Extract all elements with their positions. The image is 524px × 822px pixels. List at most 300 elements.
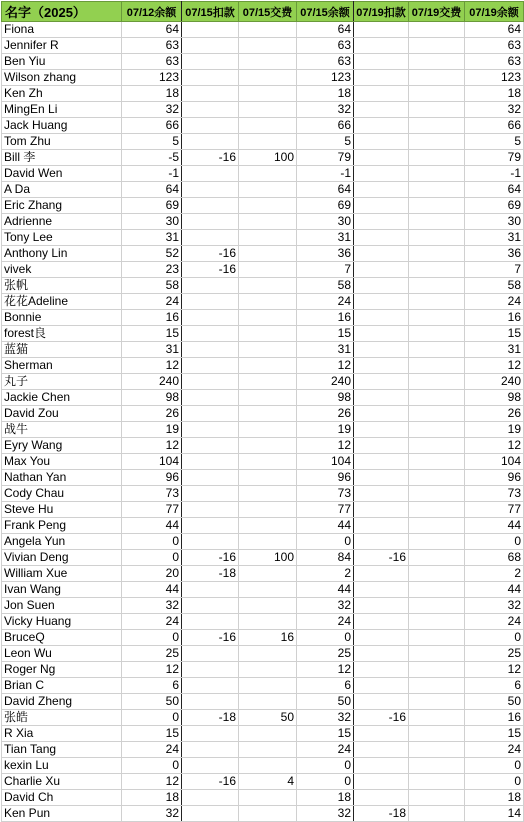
cell-0719-balance[interactable]: 64: [465, 182, 524, 198]
cell-0719-balance[interactable]: 50: [465, 694, 524, 710]
cell-0715-deduction[interactable]: -16: [182, 774, 239, 790]
cell-0715-deduction[interactable]: [182, 806, 239, 822]
cell-0715-balance[interactable]: 32: [297, 102, 354, 118]
cell-0715-payment[interactable]: [239, 566, 297, 582]
cell-0719-balance[interactable]: 64: [465, 22, 524, 38]
cell-0715-payment[interactable]: [239, 102, 297, 118]
cell-name[interactable]: Frank Peng: [2, 518, 122, 534]
cell-0719-deduction[interactable]: [354, 614, 409, 630]
cell-0712-balance[interactable]: -1: [122, 166, 182, 182]
cell-0712-balance[interactable]: 18: [122, 86, 182, 102]
cell-0719-payment[interactable]: [409, 390, 465, 406]
cell-0715-balance[interactable]: 73: [297, 486, 354, 502]
cell-0715-payment[interactable]: 50: [239, 710, 297, 726]
cell-0719-payment[interactable]: [409, 502, 465, 518]
cell-0715-deduction[interactable]: [182, 134, 239, 150]
cell-0715-payment[interactable]: [239, 454, 297, 470]
cell-0715-balance[interactable]: 6: [297, 678, 354, 694]
cell-0715-balance[interactable]: 0: [297, 630, 354, 646]
cell-0719-deduction[interactable]: [354, 310, 409, 326]
cell-0712-balance[interactable]: 32: [122, 806, 182, 822]
cell-0712-balance[interactable]: 19: [122, 422, 182, 438]
cell-0719-deduction[interactable]: [354, 662, 409, 678]
cell-0719-payment[interactable]: [409, 470, 465, 486]
cell-0715-balance[interactable]: 25: [297, 646, 354, 662]
cell-0715-balance[interactable]: 96: [297, 470, 354, 486]
cell-0715-deduction[interactable]: [182, 278, 239, 294]
cell-0715-balance[interactable]: 12: [297, 358, 354, 374]
cell-0719-balance[interactable]: 0: [465, 630, 524, 646]
cell-0715-deduction[interactable]: [182, 342, 239, 358]
cell-0715-balance[interactable]: 77: [297, 502, 354, 518]
cell-0715-payment[interactable]: [239, 166, 297, 182]
cell-0719-balance[interactable]: 0: [465, 534, 524, 550]
cell-0715-balance[interactable]: 66: [297, 118, 354, 134]
cell-0719-payment[interactable]: [409, 230, 465, 246]
cell-0715-deduction[interactable]: [182, 422, 239, 438]
cell-0715-payment[interactable]: [239, 470, 297, 486]
cell-0712-balance[interactable]: 69: [122, 198, 182, 214]
cell-name[interactable]: 战牛: [2, 422, 122, 438]
cell-0715-balance[interactable]: 98: [297, 390, 354, 406]
cell-0719-payment[interactable]: [409, 358, 465, 374]
cell-0712-balance[interactable]: 50: [122, 694, 182, 710]
cell-0715-deduction[interactable]: -16: [182, 246, 239, 262]
cell-0719-deduction[interactable]: [354, 278, 409, 294]
cell-0719-payment[interactable]: [409, 694, 465, 710]
cell-0719-deduction[interactable]: [354, 54, 409, 70]
cell-name[interactable]: Steve Hu: [2, 502, 122, 518]
cell-0719-deduction[interactable]: [354, 342, 409, 358]
cell-0719-balance[interactable]: 31: [465, 342, 524, 358]
cell-0719-payment[interactable]: [409, 630, 465, 646]
cell-0715-deduction[interactable]: [182, 454, 239, 470]
cell-0719-payment[interactable]: [409, 566, 465, 582]
cell-name[interactable]: Wilson zhang: [2, 70, 122, 86]
cell-0715-deduction[interactable]: [182, 678, 239, 694]
cell-name[interactable]: A Da: [2, 182, 122, 198]
cell-0712-balance[interactable]: 63: [122, 38, 182, 54]
cell-0719-deduction[interactable]: [354, 230, 409, 246]
cell-0719-deduction[interactable]: [354, 198, 409, 214]
cell-0719-balance[interactable]: 15: [465, 326, 524, 342]
cell-name[interactable]: David Zou: [2, 406, 122, 422]
cell-0712-balance[interactable]: 73: [122, 486, 182, 502]
cell-0719-deduction[interactable]: [354, 70, 409, 86]
cell-0715-deduction[interactable]: [182, 166, 239, 182]
cell-0719-balance[interactable]: 12: [465, 438, 524, 454]
cell-0715-payment[interactable]: [239, 262, 297, 278]
cell-name[interactable]: 花花Adeline: [2, 294, 122, 310]
cell-0715-deduction[interactable]: -16: [182, 150, 239, 166]
cell-0719-payment[interactable]: [409, 806, 465, 822]
cell-0719-balance[interactable]: 26: [465, 406, 524, 422]
cell-0715-payment[interactable]: [239, 678, 297, 694]
cell-0715-balance[interactable]: 16: [297, 310, 354, 326]
cell-0719-payment[interactable]: [409, 438, 465, 454]
cell-0719-deduction[interactable]: -16: [354, 550, 409, 566]
cell-0719-payment[interactable]: [409, 582, 465, 598]
cell-name[interactable]: Anthony Lin: [2, 246, 122, 262]
cell-0715-deduction[interactable]: [182, 406, 239, 422]
cell-0719-balance[interactable]: 0: [465, 774, 524, 790]
cell-0719-balance[interactable]: 18: [465, 790, 524, 806]
cell-0715-deduction[interactable]: [182, 22, 239, 38]
cell-0715-deduction[interactable]: [182, 294, 239, 310]
cell-0719-balance[interactable]: 5: [465, 134, 524, 150]
cell-0715-deduction[interactable]: [182, 470, 239, 486]
cell-0719-balance[interactable]: 25: [465, 646, 524, 662]
cell-0715-payment[interactable]: [239, 694, 297, 710]
cell-name[interactable]: Nathan Yan: [2, 470, 122, 486]
cell-0715-balance[interactable]: 64: [297, 22, 354, 38]
cell-0719-balance[interactable]: 240: [465, 374, 524, 390]
cell-0719-payment[interactable]: [409, 374, 465, 390]
cell-0719-payment[interactable]: [409, 534, 465, 550]
cell-0715-payment[interactable]: [239, 486, 297, 502]
cell-0719-deduction[interactable]: [354, 406, 409, 422]
cell-0715-balance[interactable]: 63: [297, 54, 354, 70]
cell-0719-balance[interactable]: 68: [465, 550, 524, 566]
cell-0719-balance[interactable]: 58: [465, 278, 524, 294]
cell-0715-payment[interactable]: [239, 214, 297, 230]
cell-0712-balance[interactable]: 15: [122, 726, 182, 742]
cell-0719-payment[interactable]: [409, 262, 465, 278]
cell-0719-deduction[interactable]: [354, 646, 409, 662]
cell-name[interactable]: Eyry Wang: [2, 438, 122, 454]
cell-0715-balance[interactable]: 50: [297, 694, 354, 710]
cell-0719-deduction[interactable]: [354, 694, 409, 710]
cell-name[interactable]: 张皓: [2, 710, 122, 726]
cell-0712-balance[interactable]: 12: [122, 774, 182, 790]
cell-0715-payment[interactable]: [239, 518, 297, 534]
cell-0719-balance[interactable]: 16: [465, 310, 524, 326]
cell-0715-balance[interactable]: 30: [297, 214, 354, 230]
cell-0719-balance[interactable]: 63: [465, 54, 524, 70]
cell-0715-balance[interactable]: -1: [297, 166, 354, 182]
cell-0712-balance[interactable]: 240: [122, 374, 182, 390]
cell-0719-payment[interactable]: [409, 38, 465, 54]
cell-0715-payment[interactable]: [239, 198, 297, 214]
cell-0719-balance[interactable]: 69: [465, 198, 524, 214]
cell-0715-payment[interactable]: [239, 38, 297, 54]
cell-0719-payment[interactable]: [409, 166, 465, 182]
cell-0719-deduction[interactable]: [354, 422, 409, 438]
cell-0715-deduction[interactable]: [182, 230, 239, 246]
cell-0719-deduction[interactable]: [354, 486, 409, 502]
cell-0712-balance[interactable]: 64: [122, 22, 182, 38]
cell-0715-balance[interactable]: 32: [297, 710, 354, 726]
cell-0715-balance[interactable]: 18: [297, 790, 354, 806]
cell-0719-deduction[interactable]: [354, 262, 409, 278]
cell-0715-payment[interactable]: [239, 422, 297, 438]
cell-0715-deduction[interactable]: [182, 102, 239, 118]
cell-0712-balance[interactable]: 16: [122, 310, 182, 326]
cell-0712-balance[interactable]: 24: [122, 294, 182, 310]
cell-0719-deduction[interactable]: [354, 774, 409, 790]
cell-0715-payment[interactable]: [239, 790, 297, 806]
cell-0715-payment[interactable]: [239, 438, 297, 454]
header-0715-payment[interactable]: 07/15交费: [239, 2, 297, 22]
cell-0715-deduction[interactable]: [182, 54, 239, 70]
cell-0719-deduction[interactable]: [354, 726, 409, 742]
cell-0719-payment[interactable]: [409, 278, 465, 294]
cell-0715-payment[interactable]: [239, 406, 297, 422]
cell-0712-balance[interactable]: 30: [122, 214, 182, 230]
cell-0719-deduction[interactable]: [354, 582, 409, 598]
cell-0715-payment[interactable]: [239, 342, 297, 358]
cell-0715-deduction[interactable]: [182, 38, 239, 54]
cell-0715-payment[interactable]: [239, 70, 297, 86]
cell-0715-balance[interactable]: 69: [297, 198, 354, 214]
cell-0715-payment[interactable]: [239, 182, 297, 198]
cell-0712-balance[interactable]: 0: [122, 758, 182, 774]
cell-0715-balance[interactable]: 44: [297, 582, 354, 598]
cell-name[interactable]: 蓝猫: [2, 342, 122, 358]
cell-0715-deduction[interactable]: -16: [182, 550, 239, 566]
cell-0719-balance[interactable]: 44: [465, 582, 524, 598]
cell-0712-balance[interactable]: 123: [122, 70, 182, 86]
cell-0715-payment[interactable]: [239, 758, 297, 774]
cell-0715-payment[interactable]: [239, 358, 297, 374]
cell-name[interactable]: Tony Lee: [2, 230, 122, 246]
cell-name[interactable]: Max You: [2, 454, 122, 470]
cell-0719-deduction[interactable]: [354, 118, 409, 134]
cell-0715-payment[interactable]: [239, 54, 297, 70]
cell-0719-deduction[interactable]: [354, 38, 409, 54]
cell-0715-balance[interactable]: 24: [297, 294, 354, 310]
cell-name[interactable]: William Xue: [2, 566, 122, 582]
cell-0715-deduction[interactable]: -18: [182, 566, 239, 582]
cell-0712-balance[interactable]: 0: [122, 534, 182, 550]
cell-0715-deduction[interactable]: [182, 390, 239, 406]
cell-0715-balance[interactable]: 104: [297, 454, 354, 470]
cell-0719-payment[interactable]: [409, 198, 465, 214]
cell-0719-payment[interactable]: [409, 326, 465, 342]
cell-name[interactable]: Adrienne: [2, 214, 122, 230]
cell-0719-deduction[interactable]: [354, 502, 409, 518]
cell-0715-balance[interactable]: 58: [297, 278, 354, 294]
header-0715-balance[interactable]: 07/15余额: [297, 2, 354, 22]
cell-0719-payment[interactable]: [409, 118, 465, 134]
cell-name[interactable]: vivek: [2, 262, 122, 278]
cell-0719-deduction[interactable]: [354, 390, 409, 406]
cell-0719-balance[interactable]: 16: [465, 710, 524, 726]
cell-0715-balance[interactable]: 12: [297, 438, 354, 454]
cell-0719-deduction[interactable]: [354, 374, 409, 390]
cell-0715-payment[interactable]: [239, 598, 297, 614]
cell-0719-balance[interactable]: 96: [465, 470, 524, 486]
cell-name[interactable]: Fiona: [2, 22, 122, 38]
cell-name[interactable]: Jon Suen: [2, 598, 122, 614]
cell-0715-balance[interactable]: 15: [297, 726, 354, 742]
cell-0715-balance[interactable]: 64: [297, 182, 354, 198]
cell-0715-deduction[interactable]: [182, 518, 239, 534]
cell-name[interactable]: Ken Pun: [2, 806, 122, 822]
cell-0719-balance[interactable]: 12: [465, 358, 524, 374]
cell-0719-payment[interactable]: [409, 790, 465, 806]
cell-0715-deduction[interactable]: [182, 438, 239, 454]
cell-0712-balance[interactable]: 18: [122, 790, 182, 806]
cell-0719-payment[interactable]: [409, 486, 465, 502]
cell-0719-payment[interactable]: [409, 614, 465, 630]
cell-0719-deduction[interactable]: [354, 470, 409, 486]
cell-0715-deduction[interactable]: [182, 502, 239, 518]
cell-0715-deduction[interactable]: [182, 614, 239, 630]
cell-0712-balance[interactable]: 98: [122, 390, 182, 406]
cell-0715-balance[interactable]: 84: [297, 550, 354, 566]
cell-name[interactable]: Sherman: [2, 358, 122, 374]
cell-name[interactable]: Ben Yiu: [2, 54, 122, 70]
cell-name[interactable]: Vivian Deng: [2, 550, 122, 566]
cell-0719-balance[interactable]: 14: [465, 806, 524, 822]
cell-0715-deduction[interactable]: [182, 214, 239, 230]
cell-name[interactable]: Charlie Xu: [2, 774, 122, 790]
cell-0712-balance[interactable]: 77: [122, 502, 182, 518]
cell-0715-balance[interactable]: 32: [297, 806, 354, 822]
cell-0719-balance[interactable]: 7: [465, 262, 524, 278]
cell-0715-balance[interactable]: 44: [297, 518, 354, 534]
cell-0719-payment[interactable]: [409, 550, 465, 566]
cell-0719-balance[interactable]: 24: [465, 294, 524, 310]
cell-0715-deduction[interactable]: [182, 758, 239, 774]
cell-0719-payment[interactable]: [409, 102, 465, 118]
cell-0712-balance[interactable]: 104: [122, 454, 182, 470]
cell-0715-balance[interactable]: 19: [297, 422, 354, 438]
cell-0719-payment[interactable]: [409, 86, 465, 102]
cell-0719-deduction[interactable]: [354, 134, 409, 150]
cell-0715-deduction[interactable]: [182, 198, 239, 214]
cell-0712-balance[interactable]: 25: [122, 646, 182, 662]
cell-0719-deduction[interactable]: [354, 182, 409, 198]
cell-0715-payment[interactable]: 4: [239, 774, 297, 790]
cell-0719-payment[interactable]: [409, 294, 465, 310]
cell-0715-deduction[interactable]: [182, 310, 239, 326]
cell-0715-balance[interactable]: 123: [297, 70, 354, 86]
cell-0715-balance[interactable]: 24: [297, 742, 354, 758]
cell-0719-balance[interactable]: 104: [465, 454, 524, 470]
cell-name[interactable]: Cody Chau: [2, 486, 122, 502]
cell-0715-deduction[interactable]: [182, 374, 239, 390]
cell-0712-balance[interactable]: 6: [122, 678, 182, 694]
cell-0715-deduction[interactable]: [182, 534, 239, 550]
header-0719-balance[interactable]: 07/19余额: [465, 2, 524, 22]
cell-0719-balance[interactable]: 63: [465, 38, 524, 54]
cell-0719-balance[interactable]: 77: [465, 502, 524, 518]
cell-0715-balance[interactable]: 15: [297, 326, 354, 342]
cell-0715-balance[interactable]: 0: [297, 534, 354, 550]
cell-0719-payment[interactable]: [409, 70, 465, 86]
cell-0715-deduction[interactable]: [182, 358, 239, 374]
cell-0715-payment[interactable]: [239, 246, 297, 262]
cell-name[interactable]: Ken Zh: [2, 86, 122, 102]
cell-0719-payment[interactable]: [409, 742, 465, 758]
cell-0715-payment[interactable]: [239, 614, 297, 630]
cell-0715-payment[interactable]: [239, 646, 297, 662]
header-0712-balance[interactable]: 07/12余额: [122, 2, 182, 22]
cell-0715-balance[interactable]: 26: [297, 406, 354, 422]
cell-0715-deduction[interactable]: -16: [182, 262, 239, 278]
cell-0715-deduction[interactable]: [182, 790, 239, 806]
cell-0712-balance[interactable]: 26: [122, 406, 182, 422]
cell-name[interactable]: MingEn Li: [2, 102, 122, 118]
cell-0719-payment[interactable]: [409, 518, 465, 534]
cell-0715-deduction[interactable]: [182, 486, 239, 502]
cell-0715-payment[interactable]: [239, 22, 297, 38]
cell-0715-deduction[interactable]: [182, 694, 239, 710]
cell-0719-payment[interactable]: [409, 182, 465, 198]
cell-0712-balance[interactable]: 44: [122, 582, 182, 598]
cell-0719-deduction[interactable]: [354, 150, 409, 166]
cell-0715-payment[interactable]: [239, 726, 297, 742]
cell-0715-payment[interactable]: [239, 326, 297, 342]
cell-0719-deduction[interactable]: [354, 678, 409, 694]
cell-0719-deduction[interactable]: [354, 358, 409, 374]
cell-0719-balance[interactable]: 15: [465, 726, 524, 742]
cell-0715-payment[interactable]: [239, 390, 297, 406]
cell-0719-balance[interactable]: 0: [465, 758, 524, 774]
cell-0715-deduction[interactable]: [182, 662, 239, 678]
cell-name[interactable]: Jackie Chen: [2, 390, 122, 406]
cell-0719-payment[interactable]: [409, 134, 465, 150]
cell-0719-deduction[interactable]: [354, 22, 409, 38]
cell-name[interactable]: David Zheng: [2, 694, 122, 710]
cell-0719-balance[interactable]: 2: [465, 566, 524, 582]
cell-0719-deduction[interactable]: [354, 534, 409, 550]
cell-0719-payment[interactable]: [409, 774, 465, 790]
cell-0712-balance[interactable]: 12: [122, 438, 182, 454]
cell-0715-balance[interactable]: 0: [297, 758, 354, 774]
cell-name[interactable]: forest良: [2, 326, 122, 342]
cell-0715-payment[interactable]: [239, 310, 297, 326]
cell-0712-balance[interactable]: 66: [122, 118, 182, 134]
cell-0715-payment[interactable]: [239, 230, 297, 246]
cell-0715-payment[interactable]: [239, 582, 297, 598]
cell-0715-deduction[interactable]: [182, 726, 239, 742]
cell-0715-deduction[interactable]: [182, 598, 239, 614]
cell-0719-balance[interactable]: 12: [465, 662, 524, 678]
cell-0712-balance[interactable]: 52: [122, 246, 182, 262]
header-0715-deduction[interactable]: 07/15扣款: [182, 2, 239, 22]
cell-0715-deduction[interactable]: [182, 70, 239, 86]
cell-0719-payment[interactable]: [409, 22, 465, 38]
cell-0719-payment[interactable]: [409, 54, 465, 70]
cell-0719-deduction[interactable]: [354, 214, 409, 230]
cell-0719-deduction[interactable]: [354, 294, 409, 310]
cell-0719-payment[interactable]: [409, 678, 465, 694]
cell-0719-deduction[interactable]: [354, 518, 409, 534]
cell-name[interactable]: Bill 李: [2, 150, 122, 166]
cell-name[interactable]: David Ch: [2, 790, 122, 806]
cell-0719-balance[interactable]: 123: [465, 70, 524, 86]
cell-name[interactable]: Brian C: [2, 678, 122, 694]
cell-0712-balance[interactable]: 32: [122, 102, 182, 118]
cell-0712-balance[interactable]: 20: [122, 566, 182, 582]
cell-0719-payment[interactable]: [409, 246, 465, 262]
cell-0712-balance[interactable]: 96: [122, 470, 182, 486]
cell-0715-deduction[interactable]: [182, 182, 239, 198]
cell-name[interactable]: 张帆: [2, 278, 122, 294]
cell-0712-balance[interactable]: 0: [122, 550, 182, 566]
cell-0715-balance[interactable]: 2: [297, 566, 354, 582]
cell-0719-deduction[interactable]: [354, 630, 409, 646]
cell-0719-payment[interactable]: [409, 406, 465, 422]
cell-0715-balance[interactable]: 7: [297, 262, 354, 278]
cell-0715-payment[interactable]: [239, 374, 297, 390]
cell-name[interactable]: kexin Lu: [2, 758, 122, 774]
cell-0719-balance[interactable]: 31: [465, 230, 524, 246]
cell-name[interactable]: Eric Zhang: [2, 198, 122, 214]
